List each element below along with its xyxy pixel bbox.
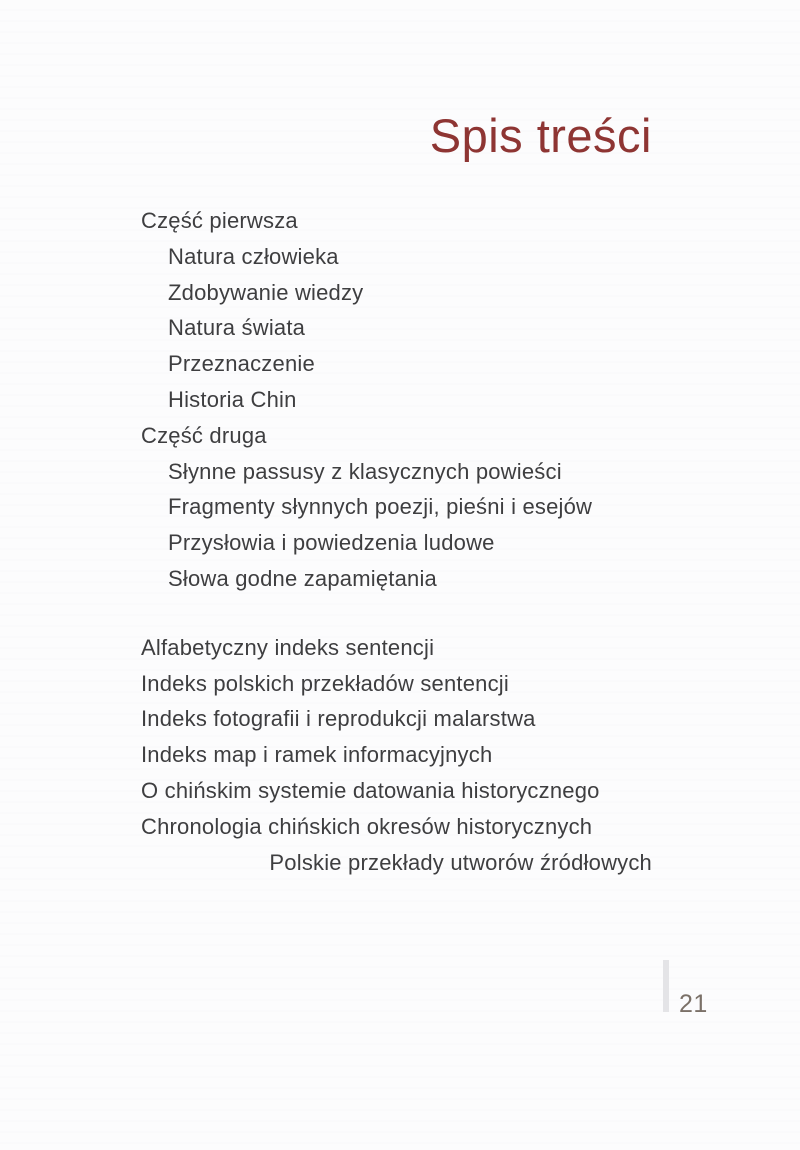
toc-entry: Natura człowieka bbox=[168, 243, 339, 269]
toc-entry: O chińskim systemie datowania historycznego bbox=[141, 777, 600, 803]
toc-entry: Indeks fotografii i reprodukcji malarstwa bbox=[141, 706, 536, 732]
toc-entry: Słowa godne zapamiętania bbox=[168, 565, 437, 591]
toc-entry: Część druga bbox=[141, 422, 267, 448]
toc-entry: Zdobywanie wiedzy bbox=[168, 279, 364, 305]
page-title: Spis treści bbox=[429, 109, 652, 162]
toc-entry: Alfabetyczny indeks sentencji bbox=[141, 634, 435, 660]
table-of-contents bbox=[141, 203, 652, 880]
toc-entry: Historia Chin bbox=[168, 386, 297, 412]
page-number-bar bbox=[663, 960, 669, 1012]
toc-entry: Indeks polskich przekładów sentencji bbox=[141, 670, 509, 696]
toc-entry: Indeks map i ramek informacyjnych bbox=[141, 742, 493, 768]
toc-entry: Słynne passusy z klasycznych powieści bbox=[168, 458, 562, 484]
toc-entry: Przeznaczenie bbox=[168, 351, 315, 377]
page-number: 21 bbox=[679, 990, 708, 1018]
toc-entry: Przysłowia i powiedzenia ludowe bbox=[168, 530, 495, 556]
toc-entry: Polskie przekłady utworów źródłowych bbox=[269, 849, 652, 875]
toc-entry: Chronologia chińskich okresów historycznych bbox=[141, 813, 593, 839]
toc-entry: Natura świata bbox=[168, 315, 306, 341]
toc-entry: Fragmenty słynnych poezji, pieśni i esejów bbox=[168, 494, 593, 520]
toc-entry: Część pierwsza bbox=[141, 208, 298, 233]
